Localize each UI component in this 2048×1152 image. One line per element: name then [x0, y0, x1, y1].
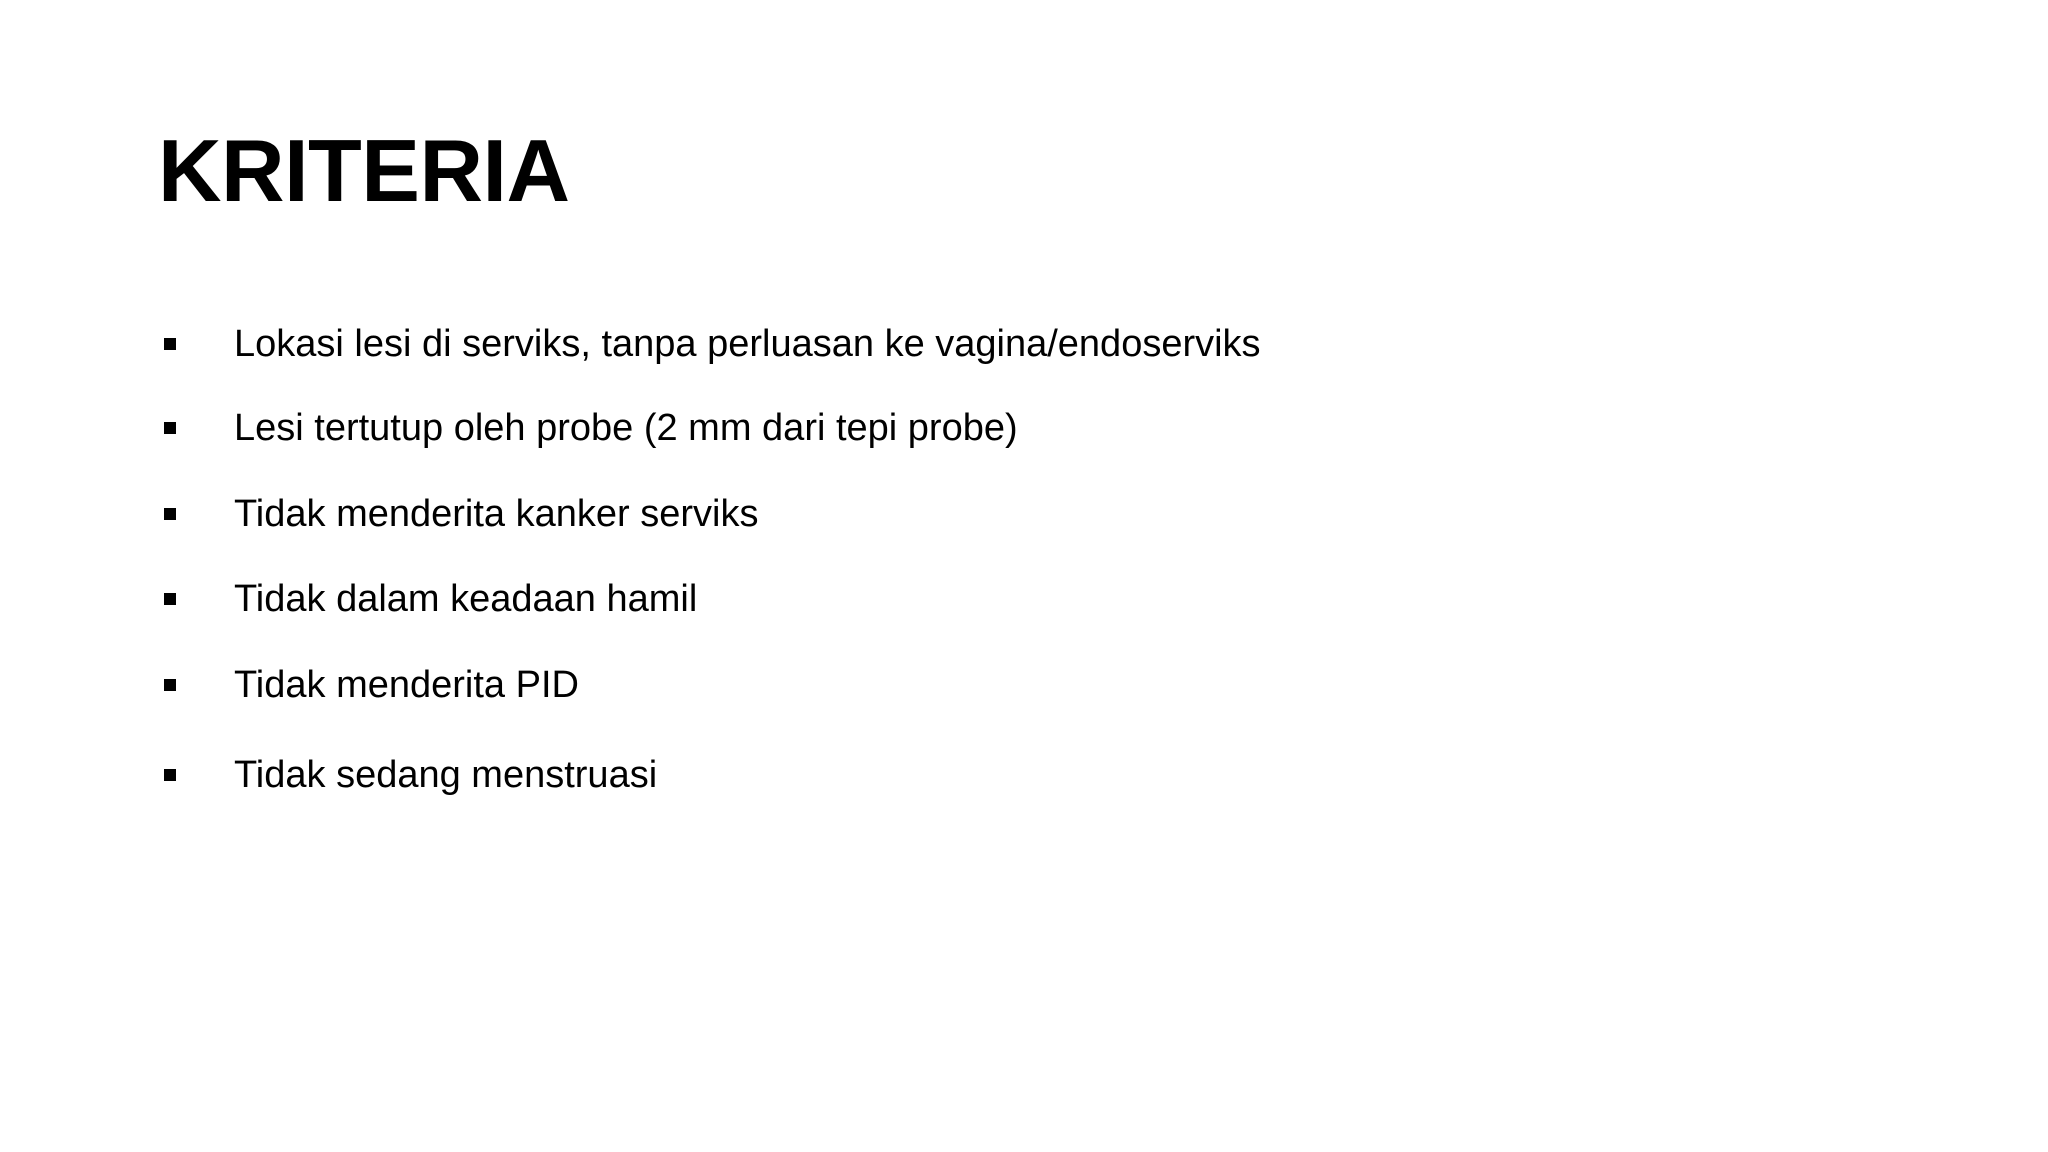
list-item	[158, 490, 1261, 538]
list-item	[158, 404, 1261, 452]
list-item-text: Tidak menderita PID	[234, 664, 579, 706]
square-bullet-icon	[164, 679, 176, 691]
list-item	[158, 320, 1261, 368]
criteria-list	[158, 320, 1261, 799]
square-bullet-icon	[164, 769, 176, 781]
square-bullet-icon	[164, 422, 176, 434]
list-item-text: Tidak menderita kanker serviks	[234, 493, 759, 535]
list-item	[158, 661, 1261, 709]
list-item-text: Lesi tertutup oleh probe (2 mm dari tepi probe)	[234, 407, 1018, 449]
square-bullet-icon	[164, 593, 176, 605]
list-item	[158, 575, 1261, 623]
slide-title: KRITERIA	[158, 121, 570, 220]
list-item-text: Lokasi lesi di serviks, tanpa perluasan ke vagina/endoserviks	[234, 323, 1261, 365]
list-item-text: Tidak sedang menstruasi	[234, 754, 658, 796]
list-item	[158, 751, 1261, 799]
square-bullet-icon	[164, 338, 176, 350]
list-item-text: Tidak dalam keadaan hamil	[234, 578, 698, 620]
square-bullet-icon	[164, 508, 176, 520]
